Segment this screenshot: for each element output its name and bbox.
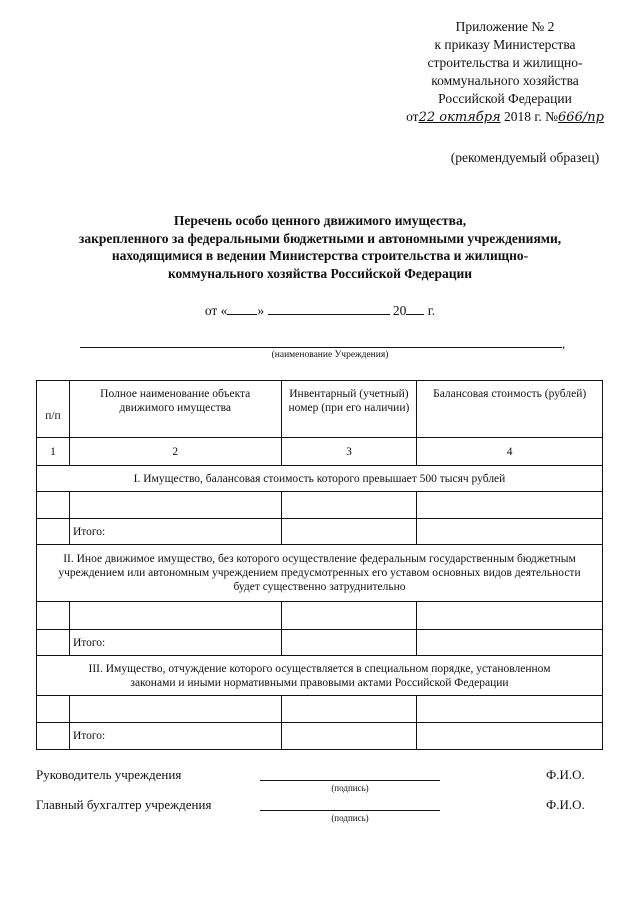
document-title xyxy=(20,212,620,282)
signature-line[interactable] xyxy=(260,809,440,811)
signature-fio: Ф.И.О. xyxy=(546,767,585,782)
header-row xyxy=(37,381,603,438)
property-table xyxy=(36,380,603,750)
table-cell[interactable] xyxy=(69,696,281,723)
title-line: закрепленного за федеральными бюджетными и автономными учреждениями, xyxy=(78,230,562,246)
table-cell[interactable] xyxy=(69,492,281,519)
section-title: II. Иное движимое имущество, без которого осуществление федеральным государственным бюджетным учреждением или автономным учреждением предусмотренных его уставом основных видов деятельности будет существенно затруднительно xyxy=(37,545,603,602)
table-cell[interactable] xyxy=(281,492,417,519)
number-row xyxy=(37,438,603,466)
signature-label: (подпись) xyxy=(331,813,369,823)
table-cell[interactable] xyxy=(281,519,417,545)
annex-line: строительства и жилищно- xyxy=(427,55,583,70)
signature-role: Руководитель учреждения xyxy=(36,767,182,782)
header-cell: Балансовая стоимость (рублей) xyxy=(417,381,603,438)
number-cell: 1 xyxy=(37,438,70,466)
day-blank[interactable] xyxy=(227,300,257,315)
signature-role: Главный бухгалтер учреждения xyxy=(36,797,212,812)
date-prefix: от « xyxy=(204,303,228,318)
table-cell[interactable] xyxy=(281,602,417,630)
institution-label: (наименование Учреждения) xyxy=(271,350,389,360)
table-cell[interactable] xyxy=(417,723,603,750)
date-mid: » xyxy=(257,303,265,318)
annex-year: 2018 г. № xyxy=(504,109,559,124)
section-title-row xyxy=(37,466,603,492)
date-suffix: г. xyxy=(427,303,436,318)
date-form-line xyxy=(150,300,490,319)
table-cell[interactable] xyxy=(417,630,603,656)
header-cell: п/п xyxy=(37,381,70,438)
table-cell[interactable] xyxy=(281,630,417,656)
annex-line: к приказу Министерства xyxy=(434,37,576,52)
table-cell[interactable] xyxy=(417,492,603,519)
total-row xyxy=(37,723,603,750)
month-blank[interactable] xyxy=(268,300,390,315)
table-cell[interactable] xyxy=(417,696,603,723)
signature-fio: Ф.И.О. xyxy=(546,797,585,812)
sample-note: (рекомендуемый образец) xyxy=(450,150,600,165)
annex-line: Приложение № 2 xyxy=(455,19,555,34)
annex-date-prefix: от xyxy=(406,109,419,124)
section-title-row xyxy=(37,545,603,602)
table-cell[interactable] xyxy=(37,602,70,630)
year-blank[interactable] xyxy=(406,300,424,315)
header-cell: Инвентарный (учетный) номер (при его наличии) xyxy=(281,381,417,438)
table-cell[interactable] xyxy=(417,602,603,630)
table-cell[interactable] xyxy=(37,492,70,519)
annex-number-handwritten: 666/пр xyxy=(558,110,604,125)
signature-label: (подпись) xyxy=(331,783,369,793)
table-row xyxy=(37,696,603,723)
annex-date-handwritten: 22 октября xyxy=(418,110,501,125)
table-cell[interactable] xyxy=(281,723,417,750)
total-label: Итого: xyxy=(69,723,281,750)
institution-comma: , xyxy=(562,336,566,351)
total-row xyxy=(37,630,603,656)
annex-block xyxy=(380,18,630,127)
table-cell[interactable] xyxy=(281,696,417,723)
number-cell: 2 xyxy=(69,438,281,466)
signature-line[interactable] xyxy=(260,779,440,781)
annex-line: Российской Федерации xyxy=(438,91,572,106)
institution-line[interactable] xyxy=(80,346,562,348)
table-cell xyxy=(37,723,70,750)
table-cell xyxy=(37,519,70,545)
table-row xyxy=(37,492,603,519)
year-prefix: 20 xyxy=(392,303,407,318)
table-cell xyxy=(37,630,70,656)
section-title: III. Имущество, отчуждение которого осуществляется в специальном порядке, установленном законами и иными нормативными правовыми актами Российской Федерации xyxy=(37,656,603,696)
number-cell: 4 xyxy=(417,438,603,466)
annex-line: коммунального хозяйства xyxy=(431,73,579,88)
section-title-row xyxy=(37,656,603,696)
table-cell[interactable] xyxy=(37,696,70,723)
total-row xyxy=(37,519,603,545)
table-cell[interactable] xyxy=(69,602,281,630)
number-cell: 3 xyxy=(281,438,417,466)
annex-date-line xyxy=(380,108,630,127)
section-title: I. Имущество, балансовая стоимость которого превышает 500 тысяч рублей xyxy=(37,466,603,492)
table-cell[interactable] xyxy=(417,519,603,545)
title-line: Перечень особо ценного движимого имущества, xyxy=(173,213,467,228)
table-row xyxy=(37,602,603,630)
title-line: находящимися в ведении Министерства строительства и жилищно- xyxy=(111,248,529,263)
total-label: Итого: xyxy=(69,519,281,545)
total-label: Итого: xyxy=(69,630,281,656)
header-cell: Полное наименование объекта движимого имущества xyxy=(69,381,281,438)
title-line: коммунального хозяйства Российской Федерации xyxy=(167,265,473,281)
